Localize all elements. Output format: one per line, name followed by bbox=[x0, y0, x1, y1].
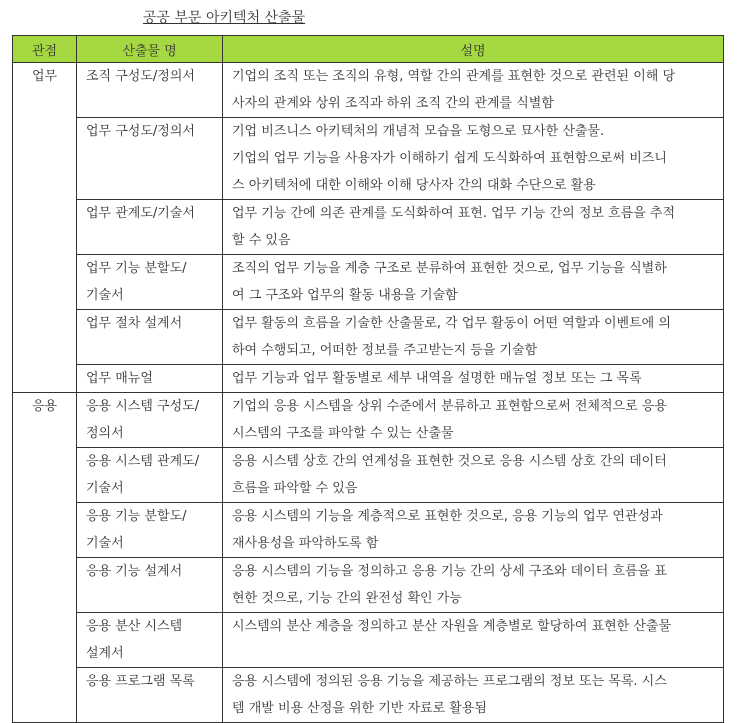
description-line: 여 그 구조와 업무의 활동 내용을 기술함 bbox=[232, 288, 458, 303]
document-title: 공공 부문 아키텍처 산출물 bbox=[143, 10, 306, 26]
description-line: 기업의 조직 또는 조직의 유형, 역할 간의 관계를 표현한 것으로 관련된 이해 당 bbox=[232, 69, 676, 84]
description-line: 시스템의 분산 계층을 정의하고 분산 자원을 계층별로 할당하여 표현한 산출물 bbox=[232, 619, 672, 634]
deliverable-name-cell bbox=[77, 668, 223, 723]
description-cell bbox=[223, 118, 724, 200]
deliverable-name-cell bbox=[77, 393, 223, 448]
description-cell bbox=[223, 310, 724, 365]
description-cell bbox=[223, 668, 724, 723]
deliverable-name-cell bbox=[77, 63, 223, 118]
description-line: 현한 것으로, 기능 간의 완전성 확인 가능 bbox=[232, 591, 462, 606]
description-line: 조직의 업무 기능을 계층 구조로 분류하여 표현한 것으로, 업무 기능을 식별하 bbox=[232, 261, 667, 276]
header-description: 설명 bbox=[223, 36, 724, 63]
architecture-deliverables-table bbox=[12, 35, 724, 723]
description-line: 흐름을 파악할 수 있음 bbox=[232, 481, 358, 496]
description-line: 하여 수행되고, 어떠한 정보를 주고받는지 등을 기술함 bbox=[232, 343, 538, 358]
description-line: 기업의 응용 시스템을 상위 수준에서 분류하고 표현함으로써 전체적으로 응용 bbox=[232, 399, 667, 414]
description-line: 할 수 있음 bbox=[232, 233, 291, 248]
deliverable-name-cell bbox=[77, 365, 223, 393]
table-row bbox=[13, 255, 724, 310]
deliverable-name-cell bbox=[77, 503, 223, 558]
deliverable-name-line: 조직 구성도/정의서 bbox=[86, 69, 195, 84]
deliverable-name-cell bbox=[77, 448, 223, 503]
description-cell bbox=[223, 613, 724, 668]
table-row bbox=[13, 448, 724, 503]
description-cell bbox=[223, 393, 724, 448]
deliverable-name-line: 기술서 bbox=[86, 536, 124, 551]
deliverable-name-cell bbox=[77, 310, 223, 365]
description-cell bbox=[223, 63, 724, 118]
deliverable-name-line: 기술서 bbox=[86, 288, 124, 303]
description-line: 스 아키텍처에 대한 이해와 이해 당사자 간의 대화 수단으로 활용 bbox=[232, 178, 596, 193]
deliverable-name-cell bbox=[77, 118, 223, 200]
table-row bbox=[13, 558, 724, 613]
table-row bbox=[13, 668, 724, 723]
description-line: 기업 비즈니스 아키텍처의 개념적 모습을 도형으로 묘사한 산출물. bbox=[232, 124, 605, 139]
deliverable-name-line: 응용 분산 시스템 bbox=[86, 619, 183, 634]
description-line: 업무 활동의 흐름을 기술한 산출물로, 각 업무 활동이 어떤 역할과 이벤트에 의 bbox=[232, 316, 671, 331]
view-cell: 응용 bbox=[13, 393, 77, 723]
deliverable-name-line: 기술서 bbox=[86, 481, 124, 496]
deliverable-name-line: 업무 매뉴얼 bbox=[86, 371, 153, 386]
description-line: 업무 기능 간에 의존 관계를 도식화하여 표현. 업무 기능 간의 정보 흐름을 추적 bbox=[232, 206, 676, 221]
deliverable-name-line: 설계서 bbox=[86, 646, 124, 661]
description-line: 사자의 관계와 상위 조직과 하위 조직 간의 관계를 식별함 bbox=[232, 96, 554, 111]
table-row bbox=[13, 503, 724, 558]
table-row bbox=[13, 365, 724, 393]
table-row bbox=[13, 63, 724, 118]
deliverable-name-line: 업무 구성도/정의서 bbox=[86, 124, 195, 139]
deliverable-name-line: 응용 시스템 구성도/ bbox=[86, 399, 200, 414]
deliverable-name-line: 업무 기능 분할도/ bbox=[86, 261, 187, 276]
deliverable-name-cell bbox=[77, 255, 223, 310]
deliverable-name-line: 업무 절차 설계서 bbox=[86, 316, 183, 331]
description-line: 시스템의 구조를 파악할 수 있는 산출물 bbox=[232, 426, 454, 441]
description-cell bbox=[223, 558, 724, 613]
table-row bbox=[13, 613, 724, 668]
deliverable-name-line: 응용 프로그램 목록 bbox=[86, 674, 195, 689]
deliverable-name-line: 응용 시스템 관계도/ bbox=[86, 454, 200, 469]
deliverable-name-cell bbox=[77, 558, 223, 613]
description-line: 응용 시스템의 기능을 정의하고 응용 기능 간의 상세 구조와 데이터 흐름을 표 bbox=[232, 564, 667, 579]
table-header-row bbox=[13, 36, 724, 63]
table-body bbox=[13, 63, 724, 723]
description-cell bbox=[223, 365, 724, 393]
deliverable-name-line: 정의서 bbox=[86, 426, 124, 441]
description-cell bbox=[223, 448, 724, 503]
deliverable-name-cell bbox=[77, 613, 223, 668]
description-cell bbox=[223, 503, 724, 558]
table-row bbox=[13, 393, 724, 448]
description-cell bbox=[223, 200, 724, 255]
table-row bbox=[13, 200, 724, 255]
description-line: 응용 시스템에 정의된 응용 기능을 제공하는 프로그램의 정보 또는 목록. 시스 bbox=[232, 674, 667, 689]
deliverable-name-cell bbox=[77, 200, 223, 255]
description-line: 재사용성을 파악하도록 함 bbox=[232, 536, 379, 551]
description-line: 응용 시스템 상호 간의 연계성을 표현한 것으로 응용 시스템 상호 간의 데이터 bbox=[232, 454, 667, 469]
table-row bbox=[13, 310, 724, 365]
description-cell bbox=[223, 255, 724, 310]
description-line: 업무 기능과 업무 활동별로 세부 내역을 설명한 매뉴얼 정보 또는 그 목록 bbox=[232, 371, 642, 386]
header-view: 관점 bbox=[13, 36, 77, 63]
description-line: 응용 시스템의 기능을 계층적으로 표현한 것으로, 응용 기능의 업무 연관성과 bbox=[232, 509, 663, 524]
header-deliverable-name: 산출물 명 bbox=[77, 36, 223, 63]
description-line: 템 개발 비용 산정을 위한 기반 자료로 활용됨 bbox=[232, 701, 487, 716]
deliverable-name-line: 업무 관계도/기술서 bbox=[86, 206, 195, 221]
description-line: 기업의 업무 기능을 사용자가 이해하기 쉽게 도식화하여 표현함으로써 비즈니 bbox=[232, 151, 667, 166]
deliverable-name-line: 응용 기능 분할도/ bbox=[86, 509, 187, 524]
view-cell: 업무 bbox=[13, 63, 77, 393]
deliverable-name-line: 응용 기능 설계서 bbox=[86, 564, 183, 579]
table-row bbox=[13, 118, 724, 200]
